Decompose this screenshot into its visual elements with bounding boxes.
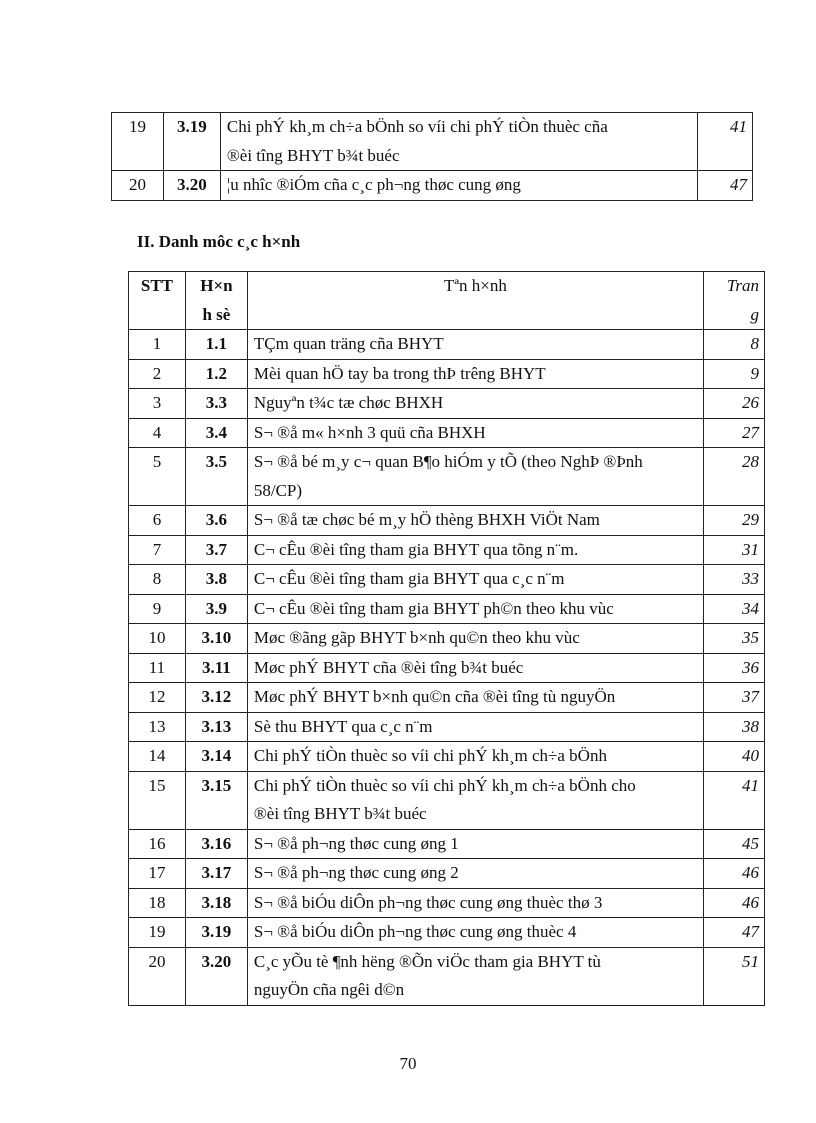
table-row (129, 771, 765, 829)
figure-list-table-continued (111, 112, 753, 201)
header-page (704, 272, 765, 330)
row-figure-name (247, 683, 703, 713)
row-figure-name (247, 359, 703, 389)
row-figure-number: 3.10 (185, 624, 247, 654)
row-stt: 4 (129, 418, 186, 448)
figure-name-line: Møc phÝ BHYT cña ®èi tîng b¾t buéc (253, 657, 524, 677)
figure-name-line: C¸c yÕu tè ¶nh hëng ®Õn viÖc tham gia BHYT tù (253, 951, 601, 971)
row-figure-name (247, 829, 703, 859)
row-figure-name (247, 624, 703, 654)
table-row (129, 947, 765, 1005)
row-figure-name (220, 171, 697, 201)
row-figure-number: 3.13 (185, 712, 247, 742)
table-row (129, 594, 765, 624)
header-figure-number (185, 272, 247, 330)
table-row (129, 742, 765, 772)
row-page: 47 (698, 171, 753, 201)
row-stt: 11 (129, 653, 186, 683)
table-row (129, 359, 765, 389)
figure-name-line: Chi phÝ tiÒn thuèc so víi chi phÝ kh¸m ch÷a bÖnh (253, 746, 607, 765)
figure-name-line: nguyÖn cña ngêi d©n (253, 980, 405, 999)
row-figure-name (247, 448, 703, 506)
row-stt: 16 (129, 829, 186, 859)
row-figure-name (247, 771, 703, 829)
table-row (129, 712, 765, 742)
row-page: 46 (704, 888, 765, 918)
row-page: 46 (704, 859, 765, 889)
row-figure-name (247, 947, 703, 1005)
table-row (129, 565, 765, 595)
figure-name-line: ®èi tîng BHYT b¾t buéc (226, 145, 400, 165)
figure-name-line: C¬ cÊu ®èi tîng tham gia BHYT qua tõng n¨m. (253, 539, 579, 559)
row-figure-name (247, 330, 703, 360)
row-page: 38 (704, 712, 765, 742)
row-stt: 3 (129, 389, 186, 419)
row-stt: 15 (129, 771, 186, 829)
table-row (129, 918, 765, 948)
row-figure-name (247, 418, 703, 448)
header-figure-number-line: h sè (202, 304, 231, 324)
table-row (129, 683, 765, 713)
table-row (112, 171, 753, 201)
row-figure-name (247, 653, 703, 683)
section-heading: II. Danh môc c¸c h×nh (137, 232, 301, 251)
row-stt: 6 (129, 506, 186, 536)
figure-name-line: S¬ ®å m« h×nh 3 quü cña BHXH (253, 422, 486, 442)
figure-name-line: ¦u nhîc ®iÓm cña c¸c ph¬ng thøc cung øng (226, 175, 521, 194)
row-figure-number: 3.11 (185, 653, 247, 683)
table-row (129, 535, 765, 565)
row-stt: 17 (129, 859, 186, 889)
figure-name-line: C¬ cÊu ®èi tîng tham gia BHYT ph©n theo khu vùc (253, 598, 614, 618)
row-page: 29 (704, 506, 765, 536)
row-page: 35 (704, 624, 765, 654)
row-figure-name (247, 888, 703, 918)
table-row (129, 888, 765, 918)
row-figure-name (247, 859, 703, 889)
row-figure-name (247, 506, 703, 536)
table-row (129, 389, 765, 419)
row-figure-number: 3.4 (185, 418, 247, 448)
row-page: 37 (704, 683, 765, 713)
table-row (129, 448, 765, 506)
row-stt: 19 (112, 113, 164, 171)
figure-name-line: ®èi tîng BHYT b¾t buéc (253, 804, 427, 823)
figure-name-line: Mèi quan hÖ tay ba trong thÞ trêng BHYT (253, 363, 546, 383)
row-figure-number: 3.18 (185, 888, 247, 918)
row-page: 41 (704, 771, 765, 829)
page-number: 70 (399, 1054, 417, 1073)
row-page: 41 (698, 113, 753, 171)
figure-name-line: Nguyªn t¾c tæ chøc BHXH (253, 393, 444, 412)
row-stt: 2 (129, 359, 186, 389)
row-figure-name (247, 742, 703, 772)
figure-name-line: 58/CP) (253, 480, 303, 500)
figure-name-line: Møc phÝ BHYT b×nh qu©n cña ®èi tîng tù nguyÖn (253, 687, 616, 706)
row-page: 47 (704, 918, 765, 948)
row-page: 8 (704, 330, 765, 360)
row-figure-name (247, 918, 703, 948)
row-stt: 5 (129, 448, 186, 506)
table-row (129, 829, 765, 859)
table-row (129, 330, 765, 360)
figure-name-line: S¬ ®å biÓu diÔn ph¬ng thøc cung øng thuèc thø 3 (253, 892, 603, 912)
figure-name-line: Chi phÝ kh¸m ch÷a bÖnh so víi chi phÝ tiÒn thuèc cña (226, 117, 608, 136)
row-figure-number: 3.6 (185, 506, 247, 536)
table-row (129, 506, 765, 536)
row-page: 27 (704, 418, 765, 448)
row-figure-name (247, 565, 703, 595)
figure-name-line: S¬ ®å bé m¸y c¬ quan B¶o hiÓm y tÕ (theo NghÞ ®Þnh (253, 452, 643, 471)
row-page: 34 (704, 594, 765, 624)
header-figure-number-line: H×n (200, 276, 233, 295)
row-stt: 1 (129, 330, 186, 360)
row-figure-number: 3.3 (185, 389, 247, 419)
row-stt: 14 (129, 742, 186, 772)
row-stt: 20 (112, 171, 164, 201)
figure-name-line: S¬ ®å ph¬ng thøc cung øng 2 (253, 863, 459, 882)
figure-name-line: TÇm quan träng cña BHYT (253, 334, 444, 353)
row-figure-number: 3.15 (185, 771, 247, 829)
table-row (129, 418, 765, 448)
row-figure-name (247, 389, 703, 419)
row-page: 9 (704, 359, 765, 389)
table-row (112, 113, 753, 171)
row-page: 51 (704, 947, 765, 1005)
row-stt: 20 (129, 947, 186, 1005)
row-page: 40 (704, 742, 765, 772)
row-stt: 12 (129, 683, 186, 713)
row-figure-number: 1.1 (185, 330, 247, 360)
row-figure-number: 3.19 (163, 113, 220, 171)
row-figure-name (247, 594, 703, 624)
table-row (129, 624, 765, 654)
row-figure-number: 3.20 (185, 947, 247, 1005)
row-figure-name (247, 712, 703, 742)
row-stt: 19 (129, 918, 186, 948)
row-figure-number: 3.20 (163, 171, 220, 201)
row-figure-number: 3.9 (185, 594, 247, 624)
row-page: 36 (704, 653, 765, 683)
row-stt: 13 (129, 712, 186, 742)
row-figure-number: 3.14 (185, 742, 247, 772)
row-figure-number: 3.19 (185, 918, 247, 948)
row-figure-number: 3.16 (185, 829, 247, 859)
header-stt: STT (129, 272, 186, 330)
figure-list-table (128, 271, 765, 1006)
header-page-line: Tran (726, 276, 759, 295)
row-page: 31 (704, 535, 765, 565)
figure-name-line: Sè thu BHYT qua c¸c n¨m (253, 716, 433, 736)
row-page: 26 (704, 389, 765, 419)
row-page: 33 (704, 565, 765, 595)
figure-name-line: S¬ ®å biÓu diÔn ph¬ng thøc cung øng thuèc 4 (253, 922, 577, 941)
row-figure-number: 3.5 (185, 448, 247, 506)
row-stt: 9 (129, 594, 186, 624)
table-header-row (129, 272, 765, 330)
row-figure-number: 1.2 (185, 359, 247, 389)
figure-name-line: S¬ ®å ph¬ng thøc cung øng 1 (253, 833, 459, 853)
row-stt: 18 (129, 888, 186, 918)
row-stt: 8 (129, 565, 186, 595)
figure-name-line: C¬ cÊu ®èi tîng tham gia BHYT qua c¸c n¨m (253, 569, 565, 588)
row-figure-name (247, 535, 703, 565)
row-figure-number: 3.8 (185, 565, 247, 595)
row-stt: 7 (129, 535, 186, 565)
table2-body (129, 330, 765, 1006)
row-stt: 10 (129, 624, 186, 654)
figure-name-line: Møc ®ãng gãp BHYT b×nh qu©n theo khu vùc (253, 628, 580, 647)
row-figure-number: 3.12 (185, 683, 247, 713)
header-figure-name: Tªn h×nh (247, 272, 703, 330)
table-row (129, 859, 765, 889)
figure-name-line: S¬ ®å tæ chøc bé m¸y hÖ thèng BHXH ViÖt Nam (253, 510, 600, 529)
row-figure-name (220, 113, 697, 171)
table1-body (112, 113, 753, 201)
figure-name-line: Chi phÝ tiÒn thuèc so víi chi phÝ kh¸m ch÷a bÖnh cho (253, 775, 636, 795)
table-row (129, 653, 765, 683)
header-page-line: g (750, 304, 759, 324)
row-page: 45 (704, 829, 765, 859)
row-figure-number: 3.17 (185, 859, 247, 889)
row-page: 28 (704, 448, 765, 506)
row-figure-number: 3.7 (185, 535, 247, 565)
